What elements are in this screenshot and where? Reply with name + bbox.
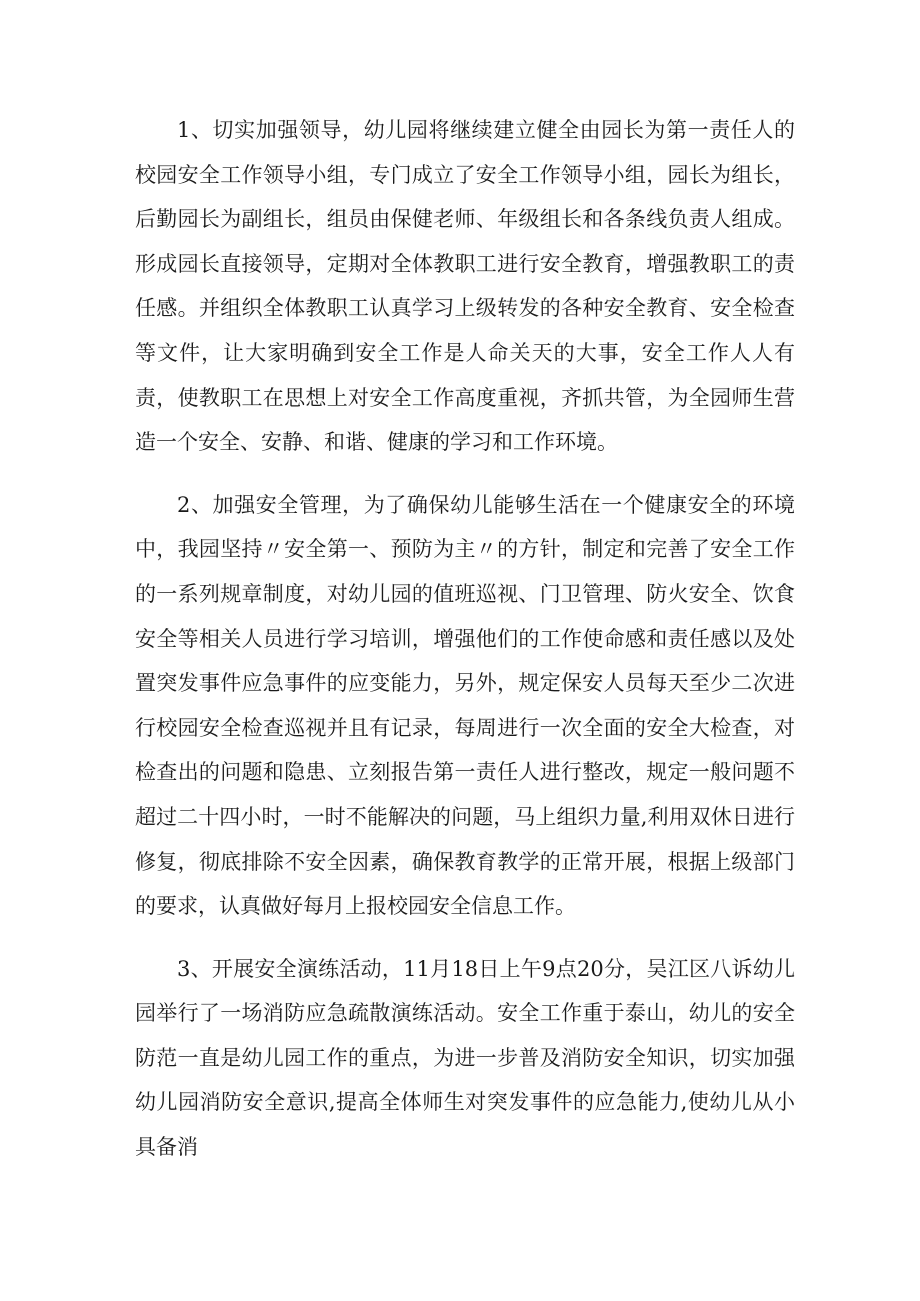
paragraph-drill: 3、开展安全演练活动，11月18日上午9点20分，吴江区八诉幼儿园举行了一场消防应急疏散演练活动。安全工作重于泰山，幼儿的安全防范一直是幼儿园工作的重点，为进一步普及消防安全知识，切实加强幼儿园消防安全意识,提高全体师生对突发事件的应急能力,使幼儿从小具备消 (135, 956, 795, 1160)
paragraph-leadership: 1、切实加强领导，幼儿园将继续建立健全由园长为第一责任人的校园安全工作领导小组，专门成立了安全工作领导小组，园长为组长，后勤园长为副组长，组员由保健老师、年级组长和各条线负责人组成。形成园长直接领导，定期对全体教职工进行安全教育，增强教职工的责任感。并组织全体教职工认真学习上级转发的各种安全教育、安全检查等文件，让大家明确到安全工作是人命关天的大事，安全工作人人有责，使教职工在思想上对安全工作高度重视，齐抓共管，为全园师生营造一个安全、安静、和谐、健康的学习和工作环境。 (135, 118, 795, 455)
document-body (135, 108, 795, 1188)
paragraph-management: 2、加强安全管理，为了确保幼儿能够生活在一个健康安全的环境中，我园坚持〃安全第一、预防为主〃的方针，制定和完善了安全工作的一系列规章制度，对幼儿园的值班巡视、门卫管理、防火安全、饮食安全等相关人员进行学习培训，增强他们的工作使命感和责任感以及处置突发事件应急事件的应变能力，另外，规定保安人员每天至少二次进行校园安全检查巡视并且有记录，每周进行一次全面的安全大检查，对检查出的问题和隐患、立刻报告第一责任人进行整改，规定一般问题不超过二十四小时，一时不能解决的问题，马上组织力量,利用双休日进行修复，彻底排除不安全因素，确保教育教学的正常开展，根据上级部门的要求，认真做好每月上报校园安全信息工作。 (135, 492, 795, 919)
